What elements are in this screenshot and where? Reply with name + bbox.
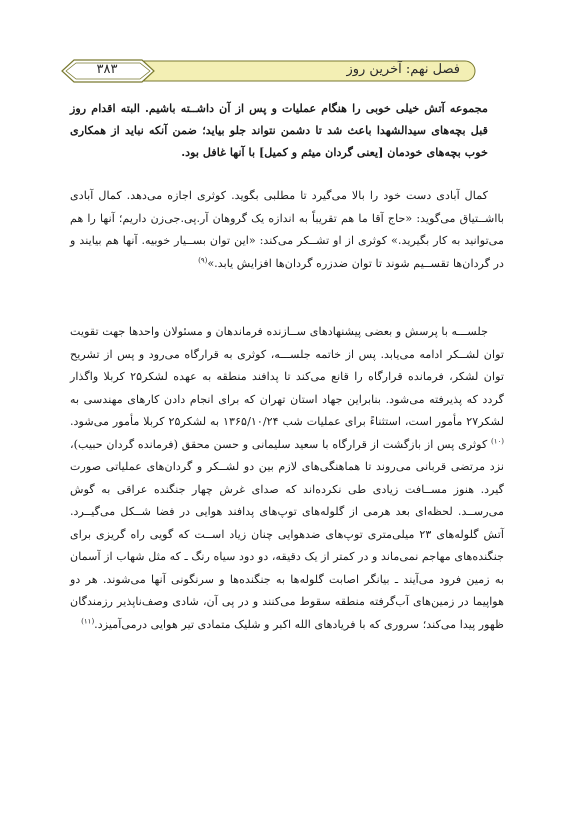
chapter-title: فصل نهم: آخرین روز: [346, 62, 460, 77]
quote-text: مجموعه آتش خیلی خوبی را هنگام عملیات و پس از آن داشــته باشیم. البته اقدام روز قبل بچه‌های سیدالشهدا باعث شد تا دشمن نتواند جلو بیاید؛ ضمن آنکه نباید از همکاری خوب بچه‌های خودمان [یعنی گردان میثم و کمیل] با آنها غافل بود.: [70, 101, 488, 159]
page-number: ۳۸۳: [96, 62, 118, 77]
paragraph-2-text-a: جلســـه با پرسش و بعضی پیشنهادهای ســازنده فرماندهان و مسئولان واحدها جهت تقویت توان لشــکر ادامه می‌یابد. پس از خاتمه جلســـه، کوثری به قرارگاه می‌رود و پس از تشریح توان لشکر، فرمانده قرارگاه را قانع می‌کند تا پدافند منطقه به عهده لشکر۲۵ کربلا واگذار گردد که پذیرفته می‌شود. بنابراین جهاد استان تهران که برای انجام دادن کارهای مهندسی به لشکر۲۷ مأمور است، استثناءً برای عملیات شب ۱۳۶۵/۱۰/۲۴ به لشکر۲۵ کربلا مأمور می‌شود.: [70, 325, 504, 428]
paragraph-1: [70, 185, 504, 275]
paragraph-2: [70, 321, 504, 636]
paragraph-2-text-b: کوثری پس از بازگشت از قرارگاه با سعید سلیمانی و حسن محقق (فرمانده گردان حبیب)، نزد مرتضی قربانی می‌روند تا هماهنگی‌های لازم بین دو لشــکر و گردان‌های عملیاتی صورت گیرد. هنوز مســافت زیادی طی نکرده‌اند که صدای غرش چهار جنگنده عراقی به گوش می‌رســد. لحظه‌ای بعد هرمی از گلوله‌های توپ‌های پدافند هوایی در فضا شــکل می‌گیــرد. آتش گلوله‌های ۲۳ میلی‌متری توپ‌های ضدهوایی چنان زیاد اســت که گویی راه گریزی برای جنگنده‌های مهاجم نمی‌ماند و در کمتر از یک دقیقه، دو دود سیاه رنگ ـ که مثل شهاب از آسمان به زمین فرود می‌آیند ـ بیانگر اصابت گلوله‌ها به جنگنده‌ها و سرنگونی آنها می‌شوند. هر دو هواپیما در زمین‌های آب‌گرفته منطقه سقوط می‌کنند و در پی آن، شادی وصف‌ناپذیر رزمندگان ظهور پیدا می‌کند؛ سروری که با فریادهای الله اکبر و شلیک متمادی تیر هوایی درمی‌آمیزد.: [70, 437, 504, 631]
footnote-marker: (۹): [198, 255, 208, 264]
footnote-marker: (۱۱): [81, 616, 95, 625]
quoted-passage: [70, 97, 504, 163]
paragraph-1-text: کمال آبادی دست خود را بالا می‌گیرد تا مطلبی بگوید. کوثری اجازه می‌دهد. کمال آبادی بااشــتیاق می‌گوید: «حاج آقا ما هم تقریباً به اندازه یک گروهان آر.پی.جی‌زن داریم؛ آنها را هم می‌توانید به کار بگیرید.» کوثری از او تشــکر می‌کند: «این توان بســیار خوبیه. آنها هم بیایند و در گردان‌ها تقســیم شوند تا توان ضدزره گردان‌ها افزایش یابد.»: [70, 189, 504, 270]
footnote-marker: (۱۰): [491, 436, 504, 445]
page-header: [58, 58, 478, 84]
